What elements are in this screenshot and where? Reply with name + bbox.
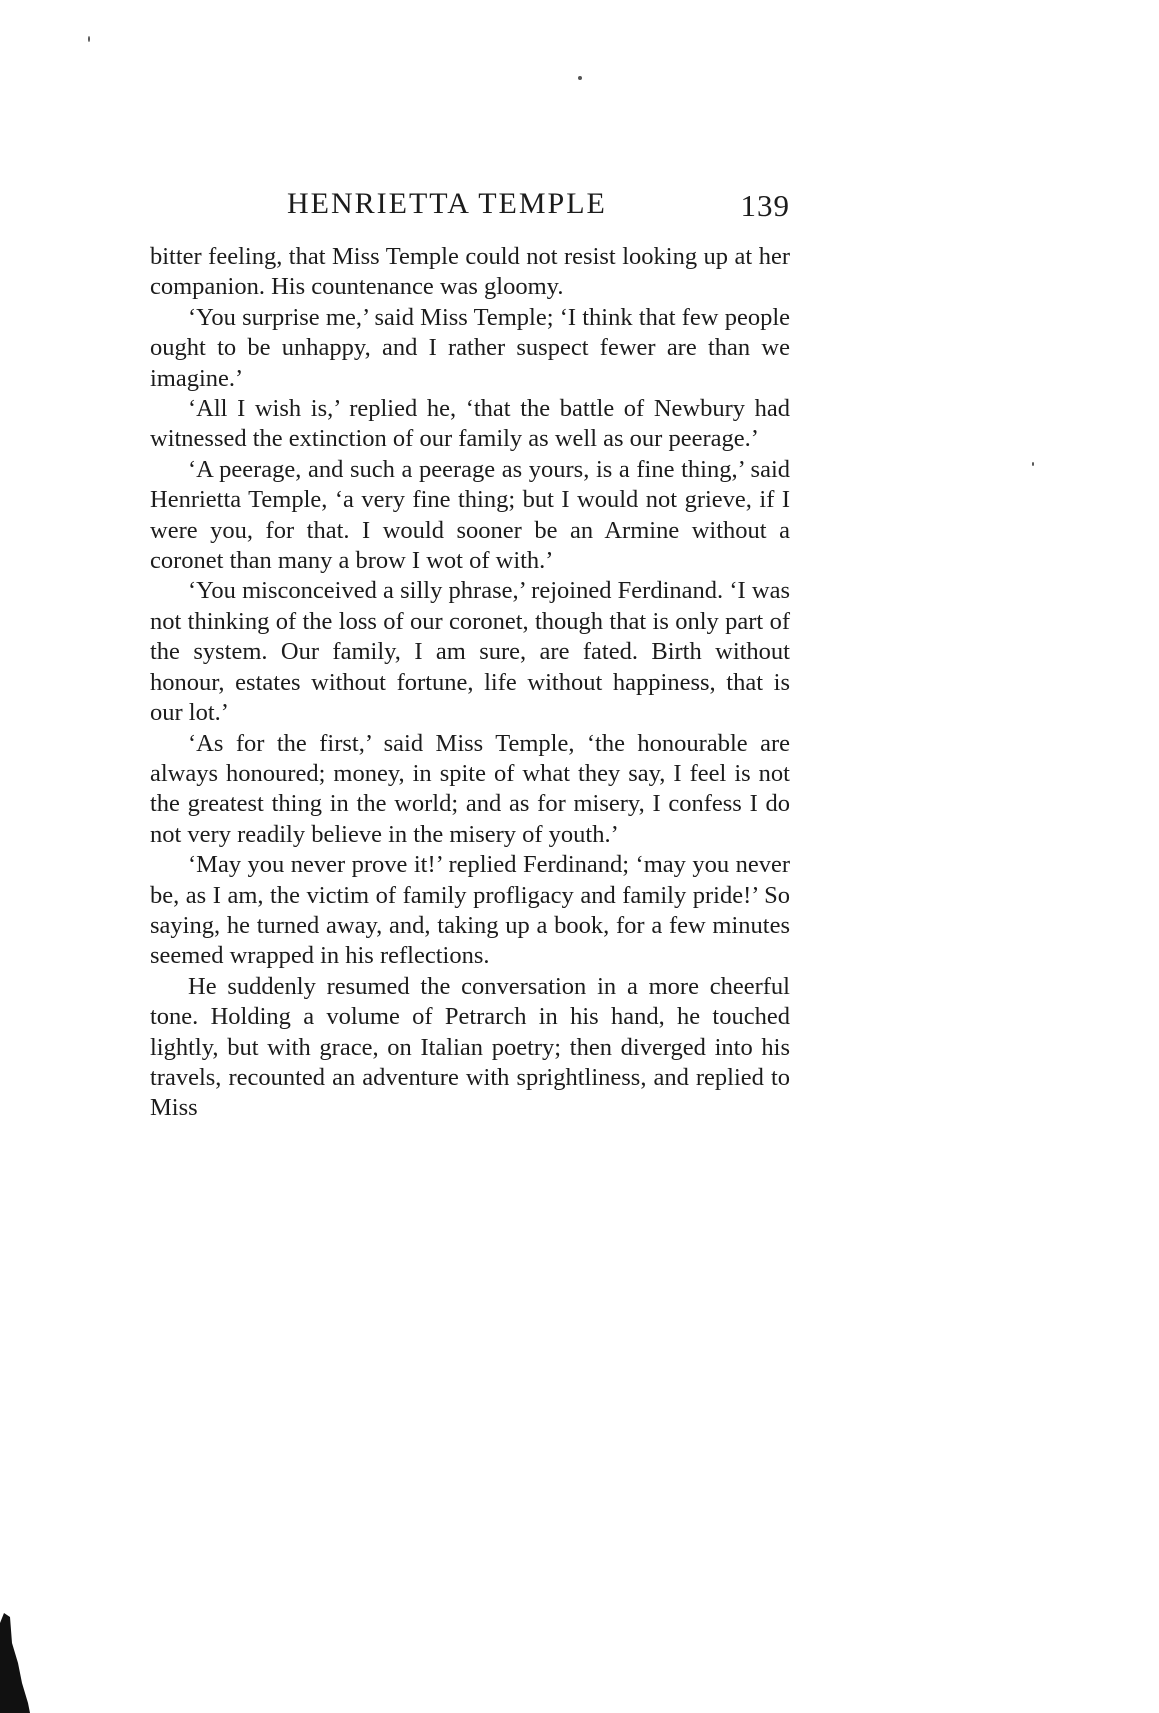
paragraph: ‘May you never prove it!’ replied Ferdinand; ‘may you never be, as I am, the victim of family profligacy and family pride!’ So saying, he turned away, and, taking up a book, for a few minutes seemed wrapped in his reflections. (150, 851, 790, 970)
running-title: HENRIETTA TEMPLE (287, 187, 607, 220)
scan-speck (578, 76, 582, 80)
page-number: 139 (740, 188, 790, 223)
body-text (150, 242, 790, 1124)
scan-speck (1032, 462, 1034, 466)
paragraph: He suddenly resumed the conversation in a more cheerful tone. Holding a volume of Petrarch in his hand, he touched lightly, but with grace, on Italian poetry; then diverged into his travels, recounted an adventure with sprightliness, and replied to Miss (150, 972, 790, 1122)
scan-edge-mark (0, 1603, 30, 1713)
scan-speck (88, 36, 90, 42)
running-head (150, 184, 790, 224)
paragraph: ‘You misconceived a silly phrase,’ rejoined Ferdinand. ‘I was not thinking of the loss of our coronet, though that is only part of the system. Our family, I am sure, are fated. Birth without honour, estates without fortune, life without happiness, that is our lot.’ (150, 577, 790, 727)
paragraph: ‘As for the first,’ said Miss Temple, ‘the honourable are always honoured; money, in spite of what they say, I feel is not the greatest thing in the world; and as for misery, I confess I do not very readily believe in the misery of youth.’ (150, 729, 790, 848)
paragraph: ‘You surprise me,’ said Miss Temple; ‘I think that few people ought to be unhappy, and I rather suspect fewer are than we imagine.’ (150, 303, 790, 392)
paragraph: ‘A peerage, and such a peerage as yours, is a fine thing,’ said Henrietta Temple, ‘a very fine thing; but I would not grieve, if I were you, for that. I would sooner be an Armine without a coronet than many a brow I wot of with.’ (150, 455, 790, 575)
paragraph: ‘All I wish is,’ replied he, ‘that the battle of Newbury had witnessed the extinction of our family as well as our peerage.’ (150, 395, 790, 453)
paragraph: bitter feeling, that Miss Temple could not resist looking up at her companion. His countenance was gloomy. (150, 243, 790, 301)
